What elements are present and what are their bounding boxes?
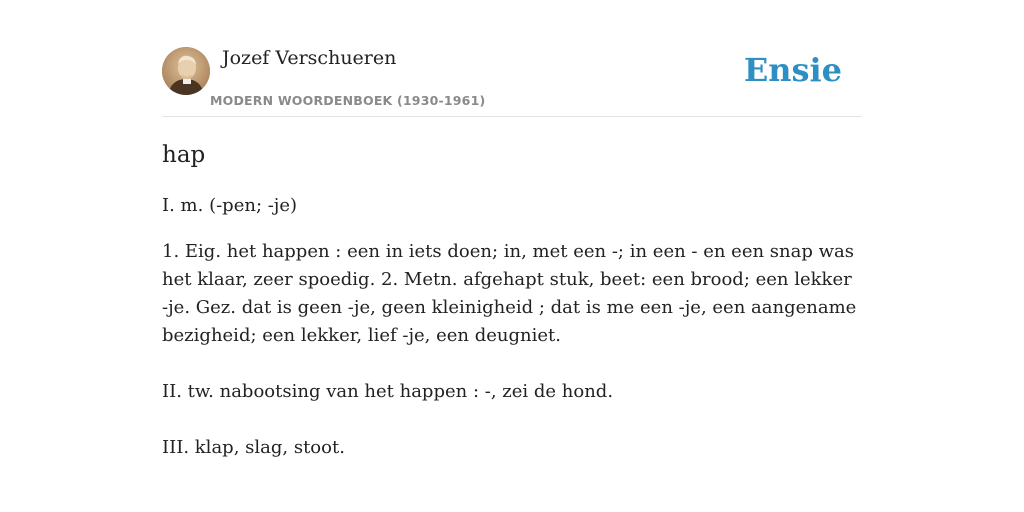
author-portrait-icon <box>162 47 210 95</box>
author-name[interactable]: Jozef Verschueren <box>222 47 397 69</box>
definition-paragraph: 1. Eig. het happen : een in iets doen; in, met een -; in een - en een snap was het klaar, zeer spoedig. 2. Metn. afgehapt stuk, beet: een brood; een lekker -je. Gez. dat is geen -je, geen kleinigheid ; dat is me een -je, een aangename bezigheid; een lekker, lief -je, een deugniet. <box>162 241 857 346</box>
definition-body <box>162 192 862 462</box>
definition-paragraph: I. m. (-pen; -je) <box>162 195 298 216</box>
dictionary-source[interactable]: MODERN WOORDENBOEK (1930-1961) <box>210 93 486 108</box>
headword: hap <box>162 142 206 168</box>
page-content <box>162 0 862 458</box>
ensie-logo[interactable]: Ensie <box>743 51 842 89</box>
entry-header <box>162 0 862 117</box>
author-avatar[interactable] <box>162 47 210 95</box>
definition-paragraph: II. tw. nabootsing van het happen : -, zei de hond. <box>162 381 614 402</box>
definition-paragraph: III. klap, slag, stoot. <box>162 437 345 458</box>
